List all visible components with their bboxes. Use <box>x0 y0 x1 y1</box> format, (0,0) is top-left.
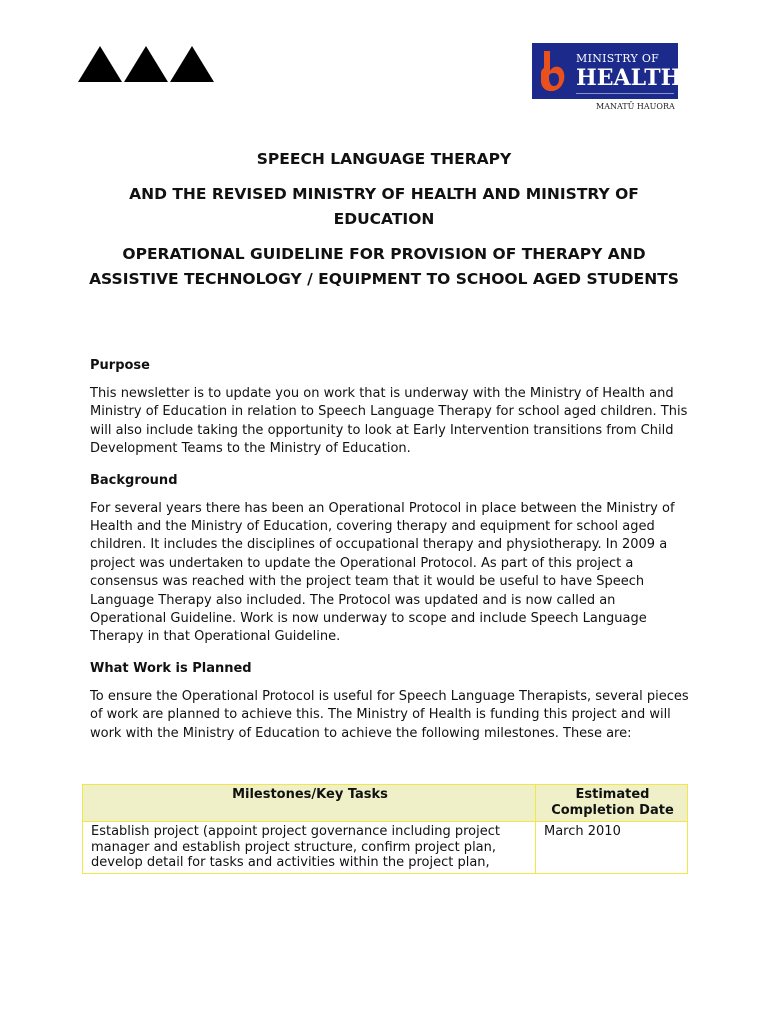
title-line-2: AND THE REVISED MINISTRY OF HEALTH AND MINISTRY OF EDUCATION <box>129 185 639 228</box>
ministry-of-health-logo <box>532 43 682 113</box>
title-line-1: SPEECH LANGUAGE THERAPY <box>256 150 512 168</box>
document-body <box>90 357 690 756</box>
table-header-row <box>83 785 688 822</box>
background-heading: Background <box>90 472 178 488</box>
planned-paragraph: To ensure the Operational Protocol is useful for Speech Language Therapists, several pieces of work are planned to achieve this. The Ministry of Health is funding this project and will work with the Ministry of Education to achieve the following milestones. These are: <box>90 688 689 741</box>
table-row <box>83 822 688 874</box>
background-paragraph: For several years there has been an Operational Protocol in place between the Ministry of Health and the Ministry of Education, covering therapy and equipment for school aged children. It includes the disciplines of occupational therapy and physiotherapy. In 2009 a project was undertaken to update the Operational Protocol. As part of this project a consensus was reached with the project team that it would be useful to have Speech Language Therapy also included. The Protocol was updated and is now called an Operational Guideline. Work is now underway to scope and include Speech Language Therapy in that Operational Guideline. <box>90 500 675 645</box>
logo-subtitle: MANATŪ HAUORA <box>596 102 675 111</box>
title-line-3: OPERATIONAL GUIDELINE FOR PROVISION OF THERAPY AND ASSISTIVE TECHNOLOGY / EQUIPMENT TO SCHOOL AGED STUDENTS <box>89 245 679 288</box>
logo-line-ministry-of: MINISTRY OF <box>576 52 660 65</box>
three-triangles-logo-icon <box>78 44 218 84</box>
header-completion-date: Estimated Completion Date <box>536 785 688 822</box>
logo-line-health: HEALTH <box>576 65 682 91</box>
ministry-logo-box <box>532 43 682 99</box>
milestones-table <box>82 784 688 874</box>
ministry-of-health-koru-icon <box>538 47 566 95</box>
planned-heading: What Work is Planned <box>90 660 252 676</box>
purpose-paragraph: This newsletter is to update you on work that is underway with the Ministry of Health and Ministry of Education in relation to Speech Language Therapy for school aged children. This will also include taking the opportunity to look at Early Intervention transitions from Child Development Teams to the Ministry of Education. <box>90 386 688 457</box>
header-milestones: Milestones/Key Tasks <box>83 785 536 822</box>
logo-divider <box>576 93 674 94</box>
task-cell: Establish project (appoint project governance including project manager and establish project structure, confirm project plan, develop detail for tasks and activities within the project plan, <box>83 822 536 874</box>
purpose-heading: Purpose <box>90 358 150 373</box>
document-titles <box>80 147 688 302</box>
date-cell: March 2010 <box>536 822 688 874</box>
